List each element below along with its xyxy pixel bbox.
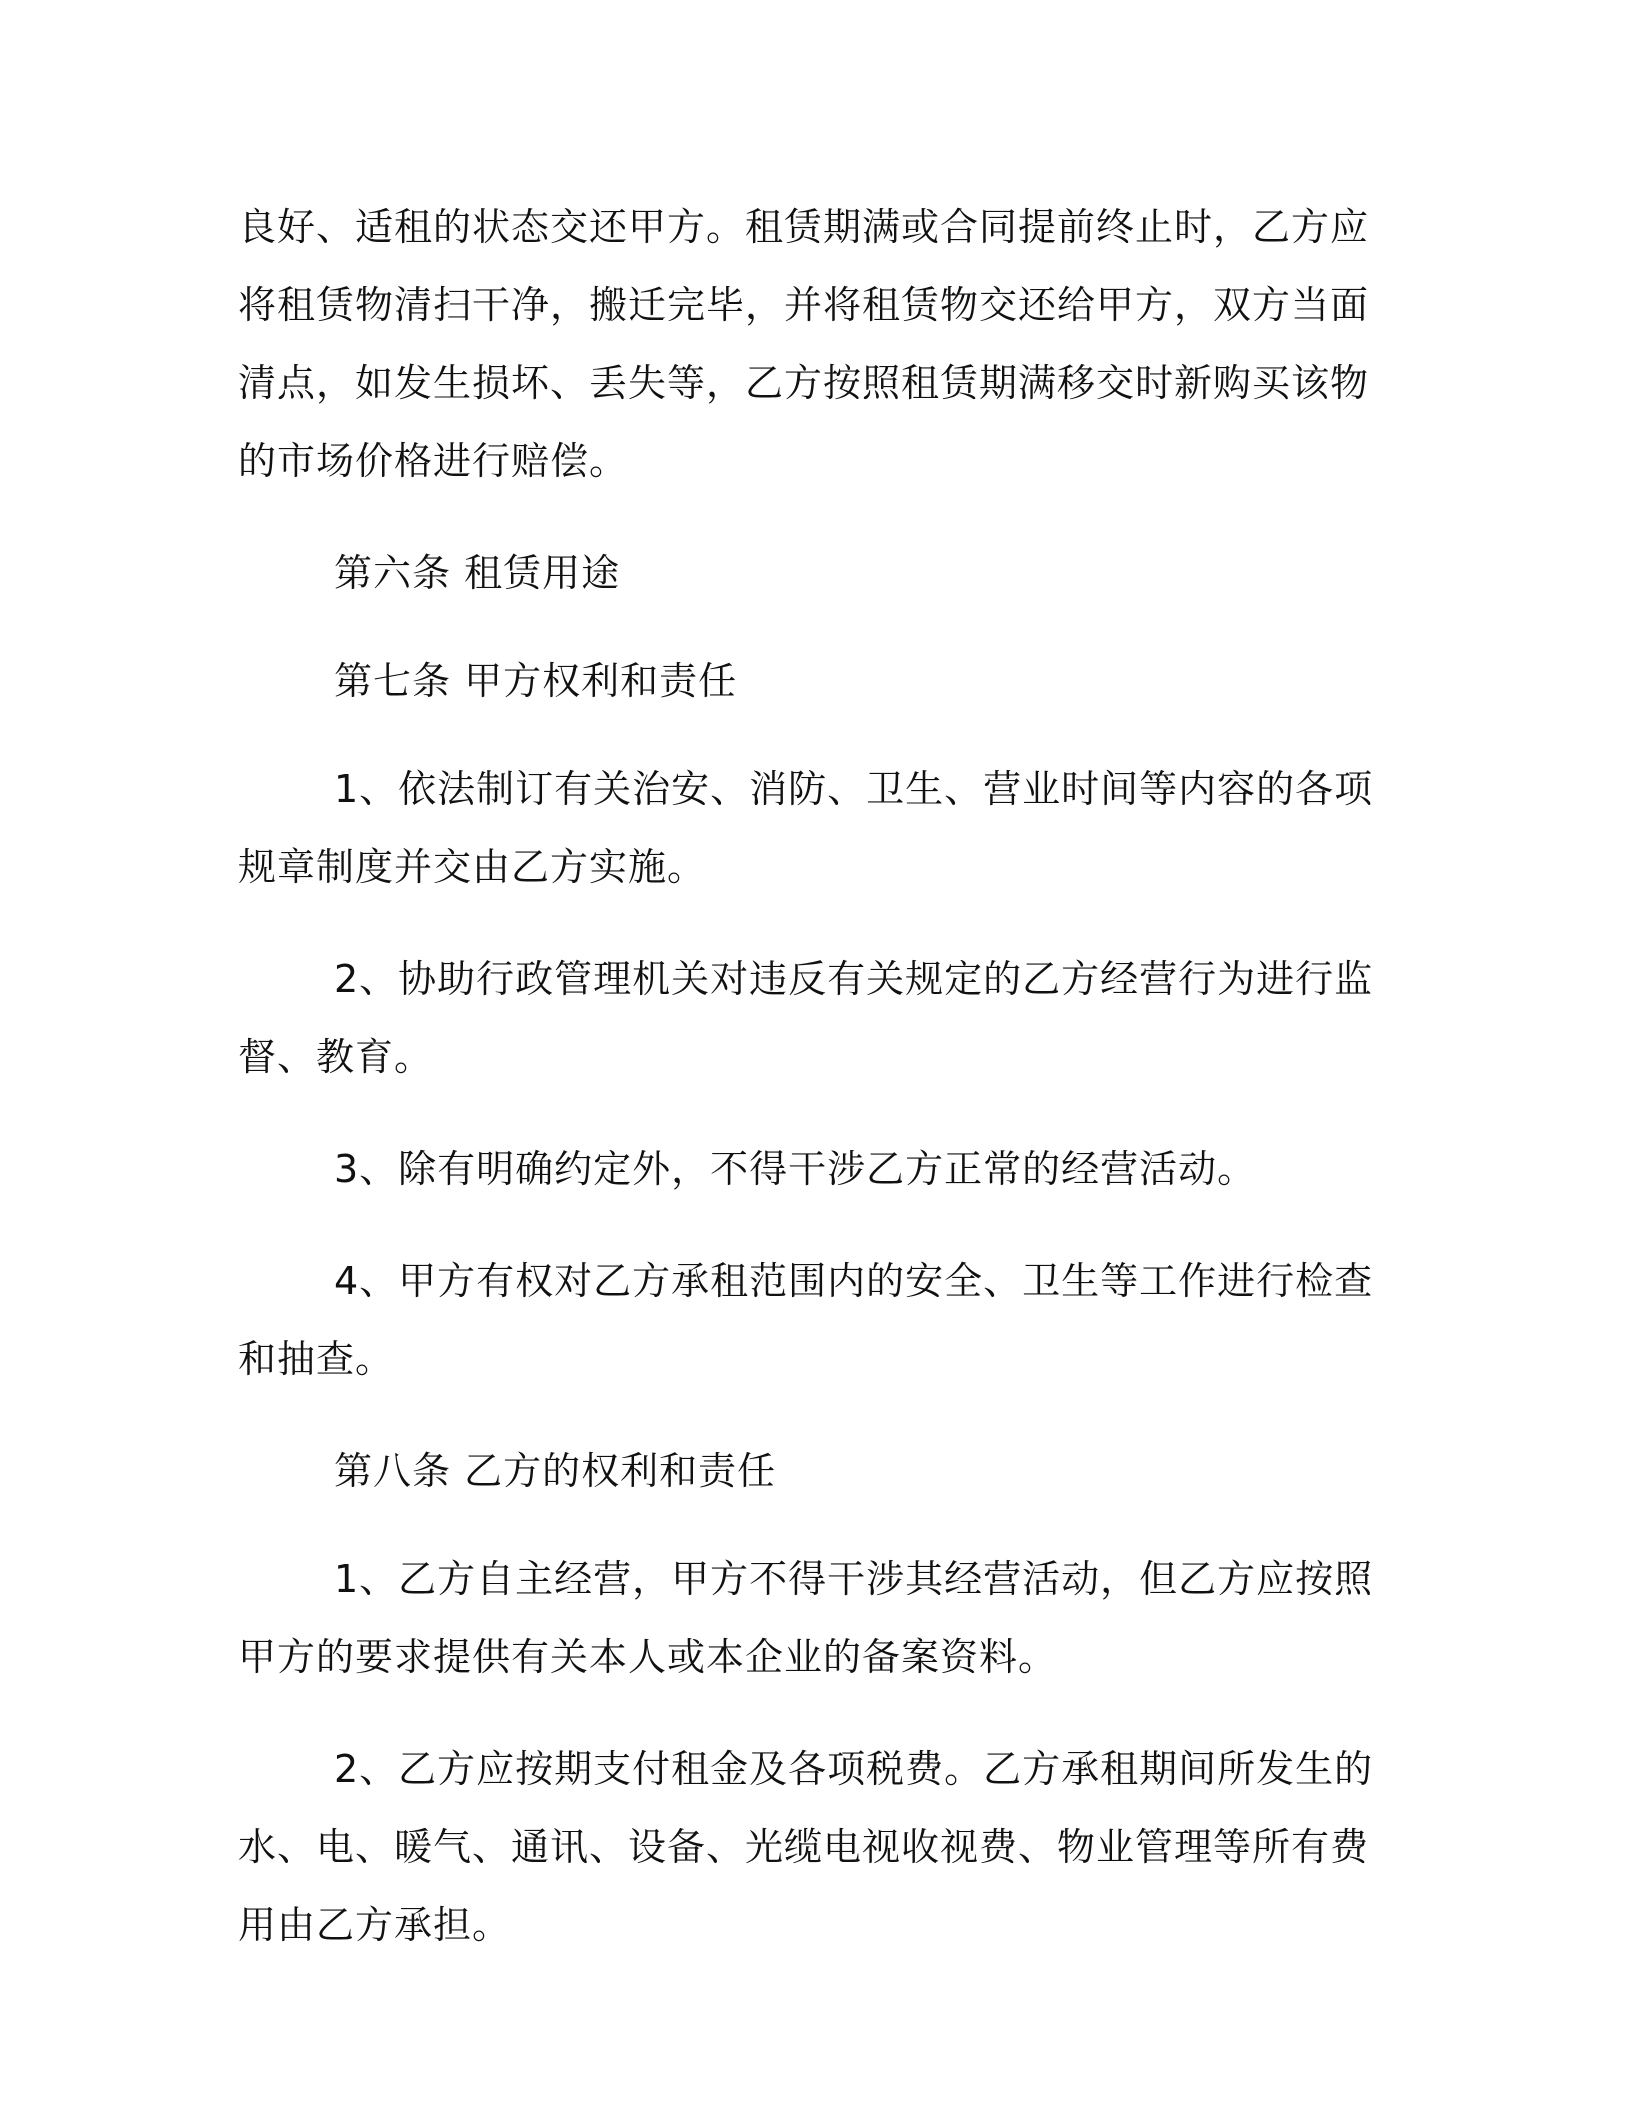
article-7-item-2: 2、协助行政管理机关对违反有关规定的乙方经营行为进行监督、教育。 xyxy=(238,957,1374,1079)
article-8-heading: 第八条 乙方的权利和责任 xyxy=(334,1449,777,1493)
paragraph-continuation: 良好、适租的状态交还甲方。租赁期满或合同提前终止时，乙方应将租赁物清扫干净，搬迁完毕，并将租赁物交还给甲方，双方当面清点，如发生损坏、丢失等，乙方按照租赁期满移交时新购买该物的市场价格进行赔偿。 xyxy=(238,205,1370,483)
article-8-item-2: 2、乙方应按期支付租金及各项税费。乙方承租期间所发生的水、电、暖气、通讯、设备、光缆电视收视费、物业管理等所有费用由乙方承担。 xyxy=(238,1747,1374,1947)
article-7-item-3: 3、除有明确约定外，不得干涉乙方正常的经营活动。 xyxy=(334,1147,1257,1191)
document-body xyxy=(238,188,1388,1964)
article-7-item-4: 4、甲方有权对乙方承租范围内的安全、卫生等工作进行检查和抽查。 xyxy=(238,1259,1374,1381)
article-8-item-1: 1、乙方自主经营，甲方不得干涉其经营活动，但乙方应按照甲方的要求提供有关本人或本企业的备案资料。 xyxy=(238,1557,1374,1679)
article-7-item-1: 1、依法制订有关治安、消防、卫生、营业时间等内容的各项规章制度并交由乙方实施。 xyxy=(238,767,1374,889)
article-7-heading: 第七条 甲方权利和责任 xyxy=(334,659,738,703)
article-6-heading: 第六条 租赁用途 xyxy=(334,551,621,595)
